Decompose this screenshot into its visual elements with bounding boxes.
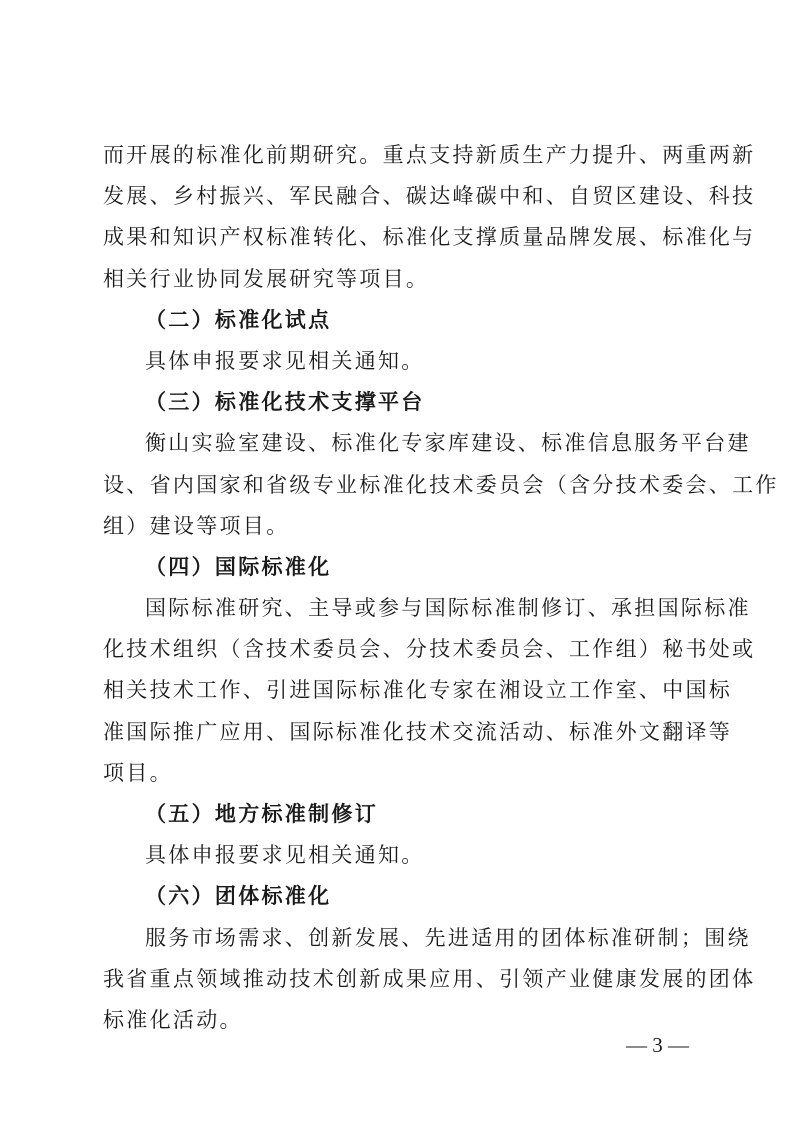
paragraph-line: 我省重点领域推动技术创新成果应用、引领产业健康发展的团体	[103, 966, 756, 991]
paragraph-line: 相关行业协同发展研究等项目。	[103, 266, 430, 291]
paragraph-line: 组）建设等项目。	[103, 513, 290, 538]
page-number: — 3 —	[626, 1033, 689, 1057]
paragraph-line: 服务市场需求、创新发展、先进适用的团体标准研制；围绕	[145, 925, 751, 950]
paragraph-line: 具体申报要求见相关通知。	[145, 348, 425, 373]
paragraph-line: 设、省内国家和省级专业标准化技术委员会（含分技术委会、工作	[103, 472, 779, 497]
paragraph-line: 化技术组织（含技术委员会、分技术委员会、工作组）秘书处或	[103, 637, 756, 662]
paragraph-line: 相关技术工作、引进国际标准化专家在湘设立工作室、中国标	[103, 678, 733, 703]
paragraph-line: 标准化活动。	[103, 1007, 243, 1032]
paragraph-line: 成果和知识产权标准转化、标准化支撑质量品牌发展、标准化与	[103, 225, 756, 250]
section-heading: （四）国际标准化	[145, 554, 332, 579]
paragraph-line: 衡山实验室建设、标准化专家库建设、标准信息服务平台建	[145, 431, 751, 456]
section-heading: （二）标准化试点	[145, 307, 332, 332]
paragraph-line: 项目。	[103, 760, 173, 785]
section-heading: （六）团体标准化	[145, 884, 332, 909]
paragraph-line: 具体申报要求见相关通知。	[145, 843, 425, 868]
paragraph-line: 发展、乡村振兴、军民融合、碳达峰碳中和、自贸区建设、科技	[103, 184, 756, 209]
section-heading: （五）地方标准制修订	[145, 802, 378, 826]
document-body	[103, 135, 779, 1041]
paragraph-line: 准国际推广应用、国际标准化技术交流活动、标准外文翻译等	[103, 719, 733, 744]
paragraph-line: 国际标准研究、主导或参与国际标准制修订、承担国际标准	[145, 596, 751, 621]
paragraph-line: 而开展的标准化前期研究。重点支持新质生产力提升、两重两新	[103, 143, 756, 167]
section-heading: （三）标准化技术支撑平台	[145, 390, 425, 415]
